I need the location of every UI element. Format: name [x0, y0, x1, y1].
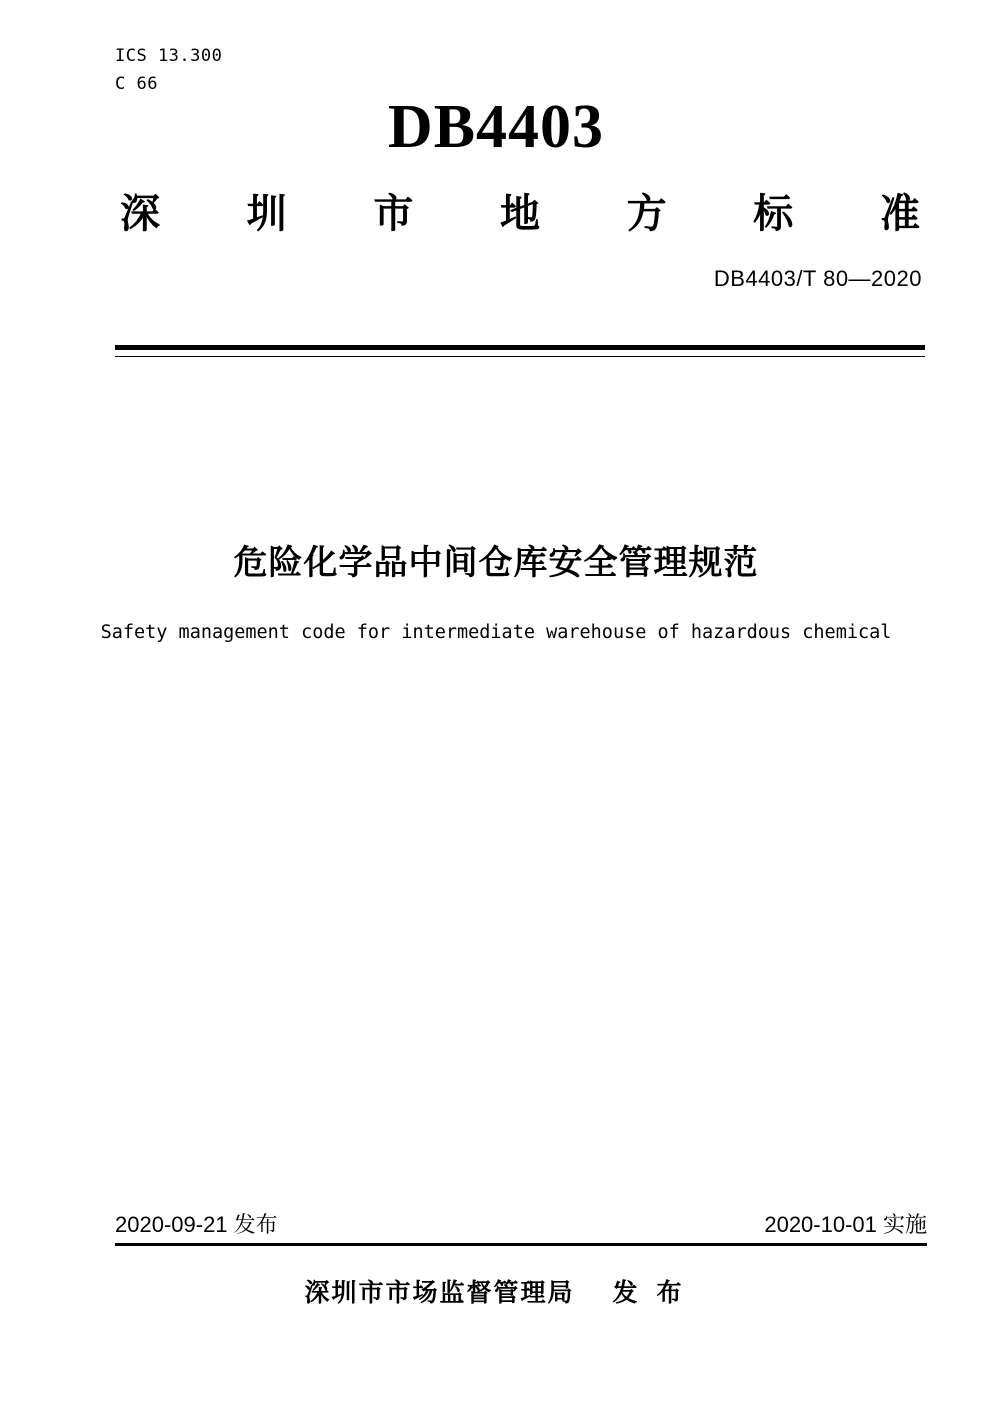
standard-name-char: 深	[120, 192, 160, 236]
standard-name-char: 方	[626, 192, 667, 236]
standard-name-char: 标	[753, 192, 794, 236]
standard-name-char: 准	[879, 192, 920, 236]
issuer-organization: 深圳市市场监督管理局	[304, 1279, 575, 1307]
effective-date: 2020-10-01 实施	[764, 1212, 927, 1237]
issuer-line	[0, 1273, 992, 1309]
date-row	[115, 1208, 927, 1239]
standard-name-char: 地	[499, 192, 540, 236]
header-divider-thick	[115, 345, 925, 350]
document-title-chinese: 危险化学品中间仓库安全管理规范	[233, 544, 759, 582]
footer-divider	[115, 1243, 927, 1246]
header-divider-thin	[115, 356, 925, 357]
document-title-english: Safety management code for intermediate warehouse of hazardous chemical	[100, 622, 892, 643]
standard-name-char: 圳	[246, 192, 287, 236]
standard-name-heading	[115, 182, 925, 239]
standard-name-char: 市	[373, 192, 414, 236]
standard-code-label: DB4403/T 80—2020	[713, 266, 922, 291]
issuer-action-label: 发 布	[612, 1279, 688, 1307]
ics-classification-block	[115, 42, 222, 98]
ccs-code: C 66	[115, 74, 158, 94]
ics-code: ICS 13.300	[115, 46, 223, 66]
issue-date: 2020-09-21 发布	[115, 1212, 278, 1237]
standard-number-heading: DB4403	[387, 93, 605, 161]
